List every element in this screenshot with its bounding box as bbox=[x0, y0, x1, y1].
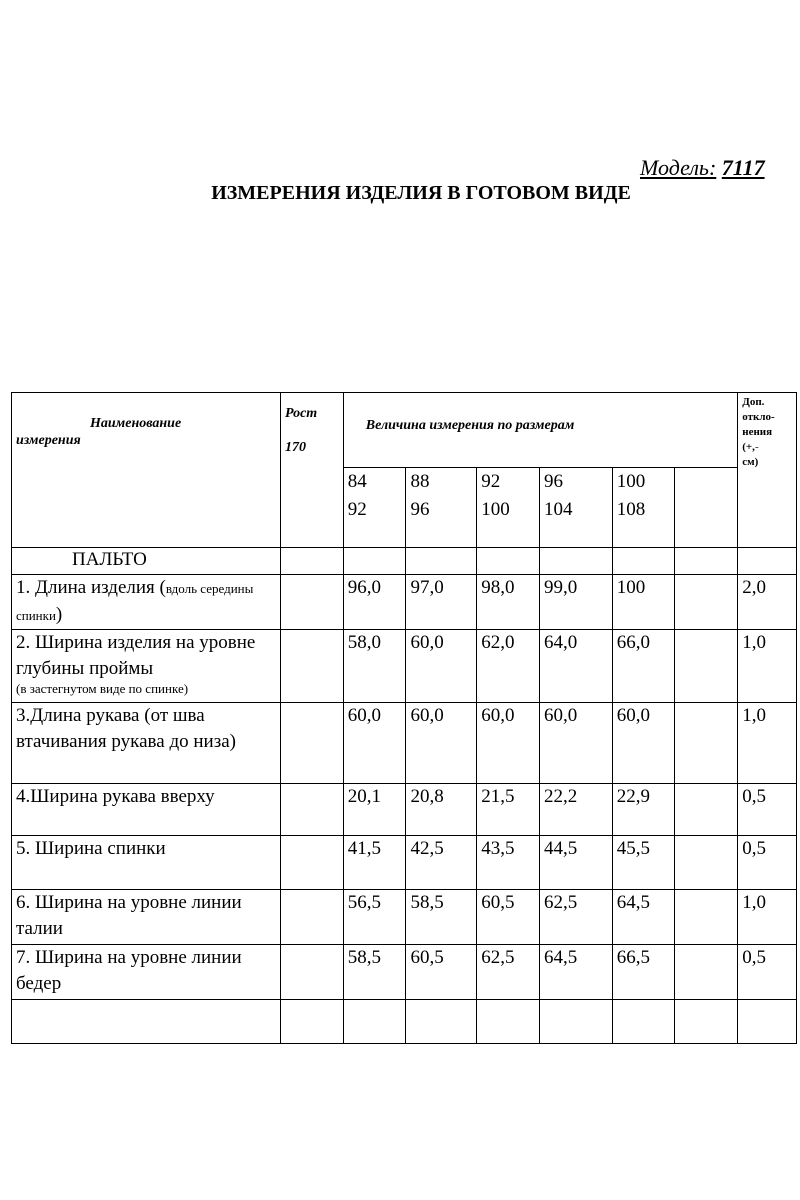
row-value: 64,0 bbox=[539, 630, 612, 703]
row-value: 60,0 bbox=[343, 703, 406, 784]
row-value: 62,5 bbox=[477, 945, 540, 1000]
header-sizes-label: Величина измерения по размерам bbox=[365, 418, 575, 433]
tol-line5: - bbox=[754, 441, 759, 453]
tol-line6: см) bbox=[742, 456, 759, 468]
page-title bbox=[0, 182, 800, 205]
row-name: 5. Ширина спинки bbox=[12, 836, 281, 890]
category-label: ПАЛЬТО bbox=[12, 548, 281, 575]
tol-line3: нения bbox=[742, 426, 773, 438]
row-value: 99,0 bbox=[539, 575, 612, 630]
header-height-value: 170 bbox=[285, 440, 307, 455]
table-row bbox=[12, 630, 797, 703]
row-value: 58,0 bbox=[343, 630, 406, 703]
size-col-5: 100 108 bbox=[612, 468, 675, 548]
row-value: 42,5 bbox=[406, 836, 477, 890]
table-row bbox=[12, 945, 797, 1000]
row-value: 62,0 bbox=[477, 630, 540, 703]
table-row bbox=[12, 784, 797, 836]
row-tolerance: 0,5 bbox=[738, 945, 797, 1000]
page-title-text: ИЗМЕРЕНИЯ ИЗДЕЛИЯ В ГОТОВОМ ВИДЕ bbox=[211, 182, 631, 204]
size-col-empty bbox=[675, 468, 738, 548]
row-name: 3.Длина рукава (от шва втачивания рукава до низа) bbox=[12, 703, 281, 784]
model-number: 7117 bbox=[721, 155, 765, 180]
row-value: 45,5 bbox=[612, 836, 675, 890]
row-value: 22,2 bbox=[539, 784, 612, 836]
tol-line4: (+, bbox=[742, 441, 755, 453]
size-col-3: 92 100 bbox=[477, 468, 540, 548]
row-value: 20,1 bbox=[343, 784, 406, 836]
row-value: 41,5 bbox=[343, 836, 406, 890]
table-row bbox=[12, 890, 797, 945]
row-value: 60,0 bbox=[539, 703, 612, 784]
table-row bbox=[12, 703, 797, 784]
header-name-line1: Наименование bbox=[90, 416, 182, 431]
row-tolerance: 2,0 bbox=[738, 575, 797, 630]
size-col-1: 84 92 bbox=[343, 468, 406, 548]
row-value: 62,5 bbox=[539, 890, 612, 945]
row-name: 4.Ширина рукава вверху bbox=[12, 784, 281, 836]
row-value: 60,0 bbox=[406, 703, 477, 784]
model-label bbox=[640, 155, 780, 181]
table-row bbox=[12, 575, 797, 630]
row-value: 60,0 bbox=[406, 630, 477, 703]
row-name: 7. Ширина на уровне линии бедер bbox=[12, 945, 281, 1000]
row-value: 64,5 bbox=[612, 890, 675, 945]
size-col-4: 96 104 bbox=[539, 468, 612, 548]
row-name: 2. Ширина изделия на уровне глубины проймы (в застегнутом виде по спинке) bbox=[12, 630, 281, 703]
row-tolerance: 1,0 bbox=[738, 703, 797, 784]
header-name-line2: измерения bbox=[16, 433, 81, 448]
row-value: 58,5 bbox=[406, 890, 477, 945]
row-value: 20,8 bbox=[406, 784, 477, 836]
header-height bbox=[281, 393, 344, 548]
row-tolerance: 0,5 bbox=[738, 784, 797, 836]
size-col-2: 88 96 bbox=[406, 468, 477, 548]
row-value: 64,5 bbox=[539, 945, 612, 1000]
row-tolerance: 0,5 bbox=[738, 836, 797, 890]
row-value: 100 bbox=[612, 575, 675, 630]
row-value: 60,0 bbox=[477, 703, 540, 784]
row-value: 56,5 bbox=[343, 890, 406, 945]
tol-line2: откло- bbox=[742, 411, 775, 423]
table-row bbox=[12, 836, 797, 890]
row-value: 66,0 bbox=[612, 630, 675, 703]
row-value: 60,0 bbox=[612, 703, 675, 784]
row-value: 98,0 bbox=[477, 575, 540, 630]
tol-line1: Доп. bbox=[742, 396, 765, 408]
row-tolerance: 1,0 bbox=[738, 630, 797, 703]
empty-row bbox=[12, 1000, 797, 1044]
measurements-table bbox=[11, 392, 797, 1044]
row-value: 58,5 bbox=[343, 945, 406, 1000]
row-value: 97,0 bbox=[406, 575, 477, 630]
header-tolerance bbox=[738, 393, 797, 548]
row-value: 22,9 bbox=[612, 784, 675, 836]
row-name: 6. Ширина на уровне линии талии bbox=[12, 890, 281, 945]
row-tolerance: 1,0 bbox=[738, 890, 797, 945]
row-value: 66,5 bbox=[612, 945, 675, 1000]
header-sizes bbox=[343, 393, 738, 468]
row-value: 21,5 bbox=[477, 784, 540, 836]
model-caption: Модель: bbox=[640, 155, 717, 180]
header-height-label: Рост bbox=[285, 406, 318, 421]
row-value: 43,5 bbox=[477, 836, 540, 890]
row-name: 1. Длина изделия (вдоль середины спинки) bbox=[12, 575, 281, 630]
row-value: 44,5 bbox=[539, 836, 612, 890]
row-value: 96,0 bbox=[343, 575, 406, 630]
row-value: 60,5 bbox=[406, 945, 477, 1000]
header-measurement-name bbox=[12, 393, 281, 548]
row-value: 60,5 bbox=[477, 890, 540, 945]
